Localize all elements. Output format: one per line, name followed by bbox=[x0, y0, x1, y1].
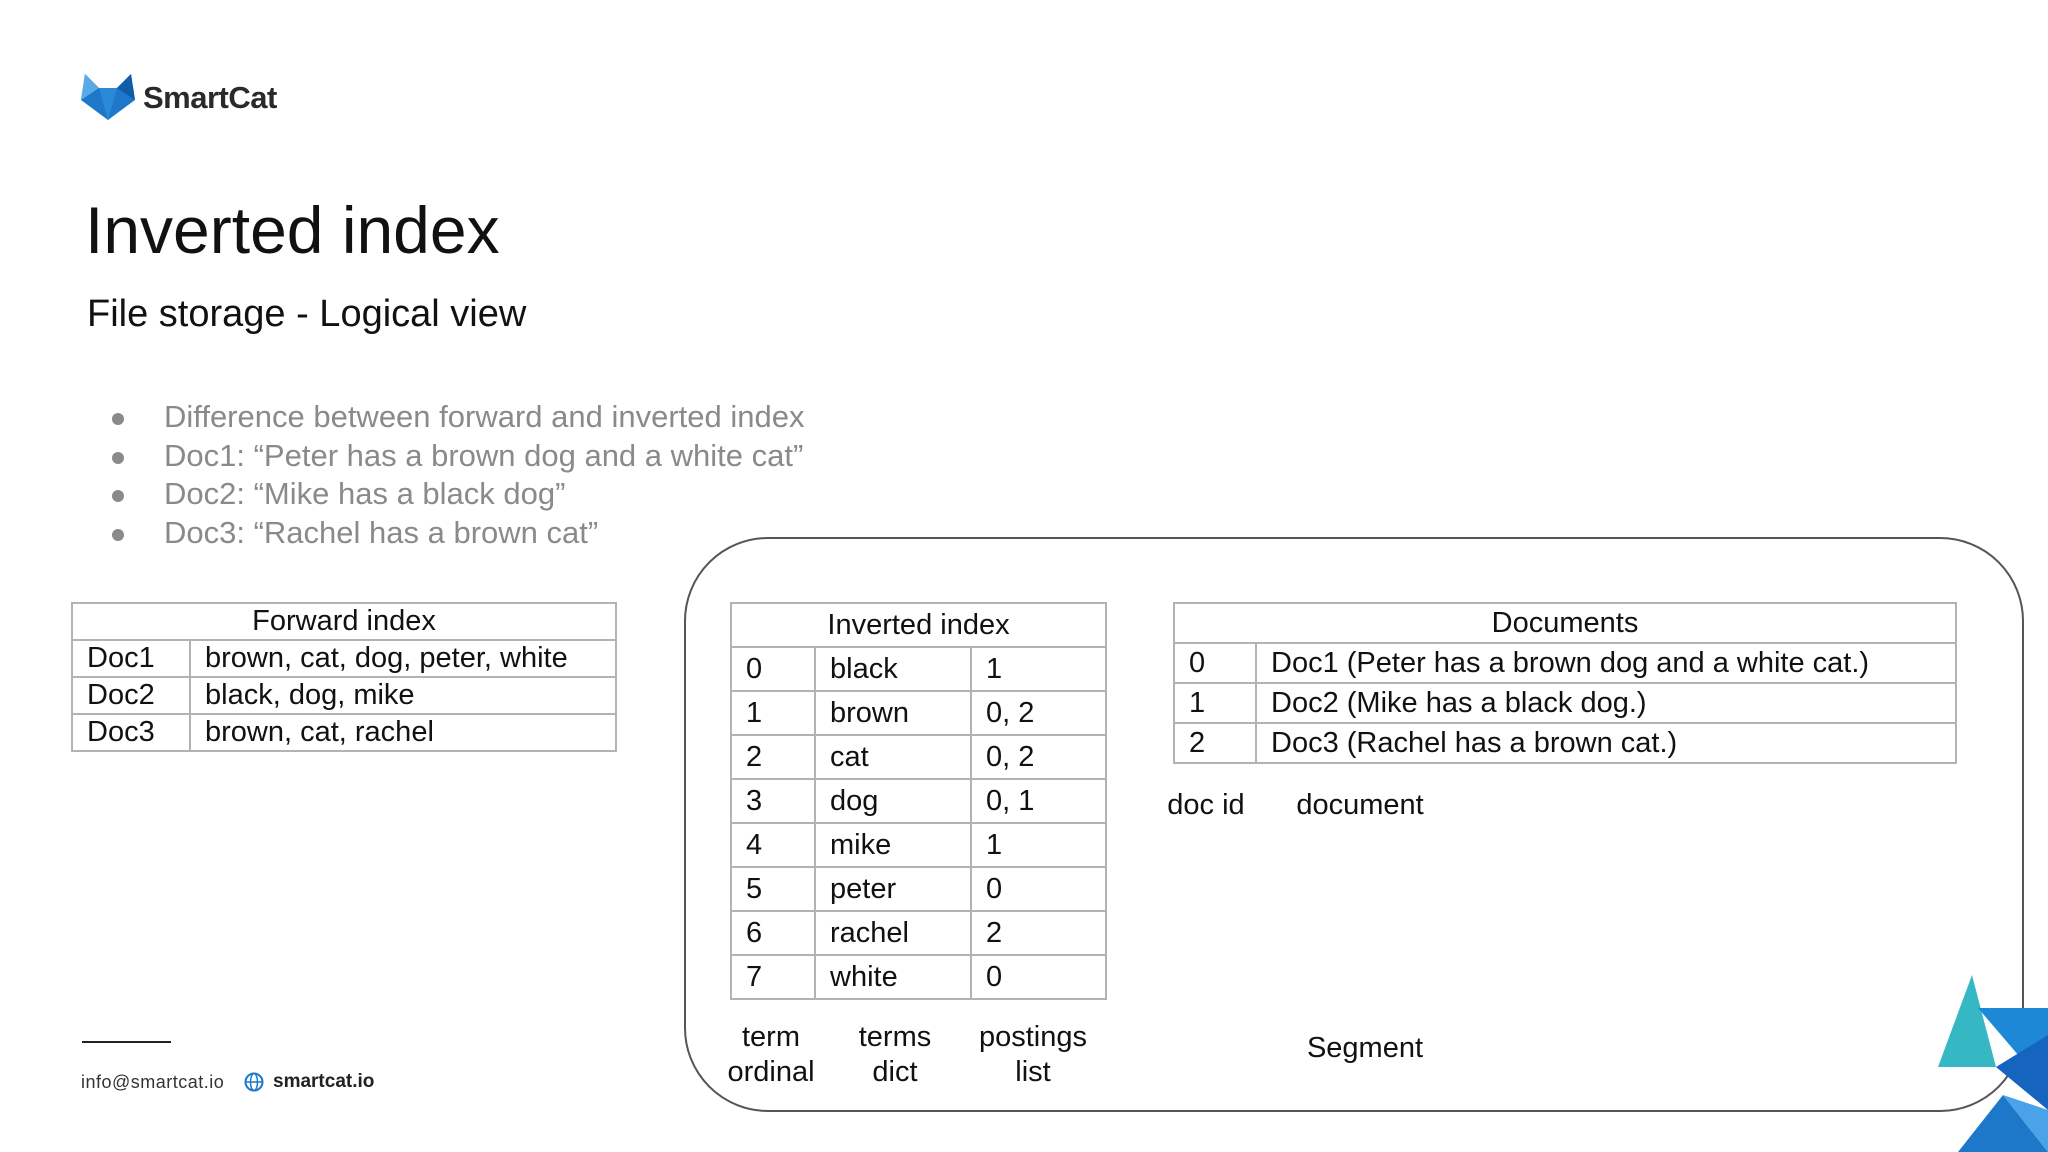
table-row: 2 Doc3 (Rachel has a brown cat.) bbox=[1174, 723, 1956, 763]
table-row: Doc3 brown, cat, rachel bbox=[72, 714, 616, 751]
bullet-item: Doc3: “Rachel has a brown cat” bbox=[110, 514, 804, 553]
terms-dict-label: terms dict bbox=[858, 1021, 932, 1088]
footer-divider bbox=[82, 1041, 171, 1043]
corner-decoration-icon bbox=[1938, 975, 2048, 1152]
segment-label: Segment bbox=[1306, 1032, 1424, 1064]
documents-table bbox=[1173, 602, 1957, 764]
slide-subtitle: File storage - Logical view bbox=[87, 293, 527, 335]
footer-website: smartcat.io bbox=[273, 1071, 375, 1092]
table-row: Doc2 black, dog, mike bbox=[72, 677, 616, 714]
table-row: 1 Doc2 (Mike has a black dog.) bbox=[1174, 683, 1956, 723]
table-row: 5 peter 0 bbox=[731, 867, 1106, 911]
inverted-index-table bbox=[730, 602, 1107, 1000]
slide-title: Inverted index bbox=[85, 193, 500, 267]
table-row: 7 white 0 bbox=[731, 955, 1106, 999]
globe-icon bbox=[244, 1072, 264, 1092]
table-row: 3 dog 0, 1 bbox=[731, 779, 1106, 823]
bullet-item: Doc1: “Peter has a brown dog and a white cat” bbox=[110, 437, 804, 476]
bullet-dot-icon bbox=[112, 490, 124, 502]
cat-logo-icon bbox=[81, 74, 135, 120]
brand-name: SmartCat bbox=[143, 80, 277, 115]
smartcat-logo bbox=[81, 74, 291, 124]
postings-list-label: postings list bbox=[978, 1021, 1087, 1088]
bullet-dot-icon bbox=[112, 413, 124, 425]
bullet-dot-icon bbox=[112, 529, 124, 541]
forward-index-caption: Forward index bbox=[72, 603, 616, 640]
table-row: Doc1 brown, cat, dog, peter, white bbox=[72, 640, 616, 677]
forward-index-table bbox=[71, 602, 617, 752]
bullet-dot-icon bbox=[112, 452, 124, 464]
table-row: 6 rachel 2 bbox=[731, 911, 1106, 955]
footer-email: info@smartcat.io bbox=[81, 1072, 225, 1092]
table-row: 0 black 1 bbox=[731, 647, 1106, 691]
term-ordinal-label: term ordinal bbox=[727, 1021, 815, 1088]
table-row: 4 mike 1 bbox=[731, 823, 1106, 867]
bullet-item: Difference between forward and inverted index bbox=[110, 398, 804, 437]
table-row: 1 brown 0, 2 bbox=[731, 691, 1106, 735]
table-row: 2 cat 0, 2 bbox=[731, 735, 1106, 779]
inverted-index-caption: Inverted index bbox=[731, 603, 1106, 647]
table-row: 0 Doc1 (Peter has a brown dog and a white cat.) bbox=[1174, 643, 1956, 683]
document-label: document bbox=[1296, 789, 1424, 821]
bullet-item: Doc2: “Mike has a black dog” bbox=[110, 475, 804, 514]
doc-id-label: doc id bbox=[1167, 789, 1245, 821]
bullet-list bbox=[110, 398, 804, 552]
documents-caption: Documents bbox=[1174, 603, 1956, 643]
